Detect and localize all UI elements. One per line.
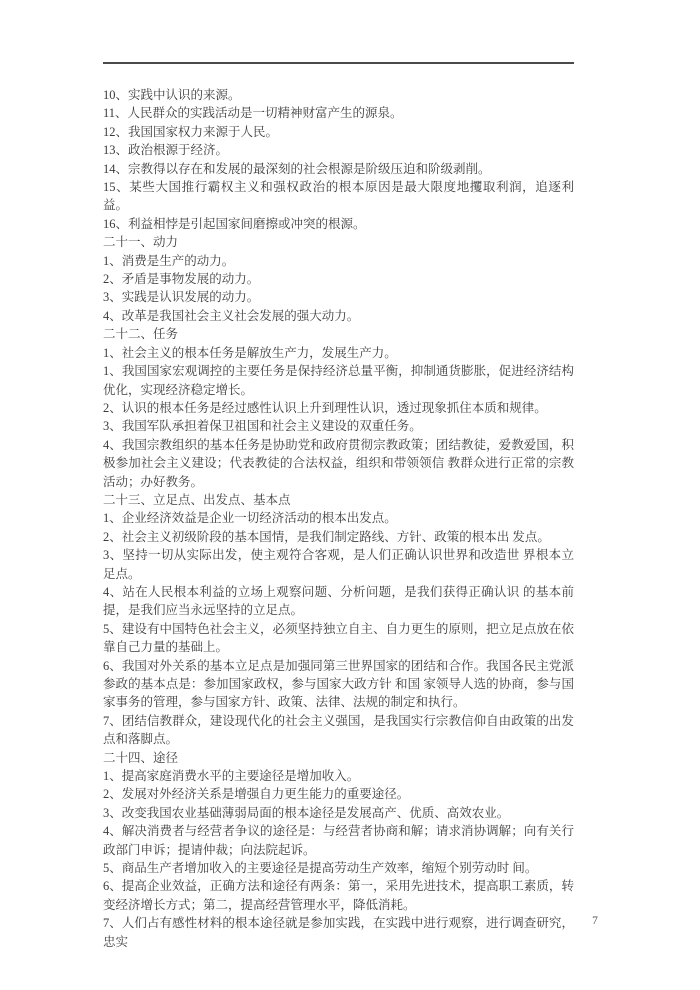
list-item: 16、利益相悖是引起国家间磨擦或冲突的根源。	[103, 216, 366, 231]
list-item: 3、改变我国农业基础薄弱局面的根本途径是发展高产、优质、高效农业。	[103, 805, 510, 820]
list-item: 3、坚持一切从实际出发，使主观符合客观，是人们正确认识世界和改造世 界根本立足点。	[103, 548, 574, 581]
list-item: 14、宗教得以存在和发展的最深刻的社会根源是阶级压迫和阶级剥削。	[103, 161, 491, 176]
list-item: 1、社会主义的根本任务是解放生产力，发展生产力。	[103, 345, 397, 360]
list-item: 15、某些大国推行霸权主义和强权政治的根本原因是最大限度地攫取利润，追逐利益。	[103, 180, 574, 213]
list-item: 5、建设有中国特色社会主义，必须坚持独立自主、自力更生的原则，把立足点放在依靠自己力量的基础上。	[103, 621, 574, 655]
list-item: 12、我国国家权力来源于人民。	[103, 124, 279, 139]
list-item: 6、提高企业效益，正确方法和途径有两条：第一，采用先进技术，提高职工素质，转变经济增长方式；第二，提高经营管理水平，降低消耗。	[103, 879, 574, 912]
list-item: 1、我国国家宏观调控的主要任务是保持经济总量平衡，抑制通货膨胀，促进经济结构优化，实现经济稳定增长。	[103, 364, 574, 397]
list-item: 2、矛盾是事物发展的动力。	[103, 272, 260, 287]
list-item: 5、商品生产者增加收入的主要途径是提高劳动生产效率，缩短个别劳动时 间。	[103, 861, 538, 876]
list-item: 13、政治根源于经济。	[103, 143, 229, 158]
section-heading: 二十三、立足点、出发点、基本点	[103, 492, 291, 507]
list-item: 7、团结信教群众，建设现代化的社会主义强国，是我国实行宗教信仰自由政策的出发点和落脚点。	[103, 713, 574, 747]
section-heading: 二十四、途径	[103, 750, 179, 765]
list-item: 3、我国军队承担着保卫祖国和社会主义建设的双重任务。	[103, 419, 422, 434]
document-body	[103, 86, 574, 951]
list-item: 4、改革是我国社会主义社会发展的强大动力。	[103, 308, 360, 323]
list-item: 4、我国宗教组织的基本任务是协助党和政府贯彻宗教政策；团结教徒，爱教爱国，积极参加社会主义建设；代表教徒的合法权益，组织和带领领信 教群众进行正常的宗教活动；办好教务。	[103, 437, 574, 489]
list-item: 2、社会主义初级阶段的基本国情，是我们制定路线、方针、政策的根本出 发点。	[103, 529, 550, 544]
list-item: 1、消费是生产的动力。	[103, 253, 235, 268]
list-item: 1、企业经济效益是企业一切经济活动的根本出发点。	[103, 511, 397, 526]
list-item: 11、人民群众的实践活动是一切精神财富产生的源泉。	[103, 106, 403, 121]
page-number: 7	[592, 915, 598, 927]
list-item: 4、解决消费者与经营者争议的途径是：与经营者协商和解；请求消协调解；向有关行政部门申诉；提请仲裁；向法院起诉。	[103, 824, 574, 857]
section-heading: 二十二、任务	[103, 327, 179, 342]
list-item: 2、发展对外经济关系是增强自力更生能力的重要途径。	[103, 787, 410, 802]
section-heading: 二十一、动力	[103, 235, 179, 250]
list-item: 3、实践是认识发展的动力。	[103, 290, 260, 305]
list-item: 1、提高家庭消费水平的主要途径是增加收入。	[103, 769, 360, 784]
list-item: 4、站在人民根本利益的立场上观察问题、分析问题，是我们获得正确认识 的基本前提，是我们应当永远坚持的立足点。	[103, 584, 574, 618]
list-item: 7、人们占有感性材料的根本途径就是参加实践，在实践中进行观察，进行调查研究，忠实	[103, 916, 574, 949]
list-item: 10、实践中认识的来源。	[103, 88, 241, 102]
header-rule	[103, 62, 574, 64]
list-item: 2、认识的根本任务是经过感性认识上升到理性认识，透过现象抓住本质和规律。	[103, 400, 547, 415]
list-item: 6、我国对外关系的基本立足点是加强同第三世界国家的团结和合作。我国各民主党派参政的基本点是：参加国家政权，参与国家大政方针 和国 家领导人选的协商，参与国家事务的管理，参与国家方针、政策、法律、法规的制定和执行。	[103, 658, 574, 710]
